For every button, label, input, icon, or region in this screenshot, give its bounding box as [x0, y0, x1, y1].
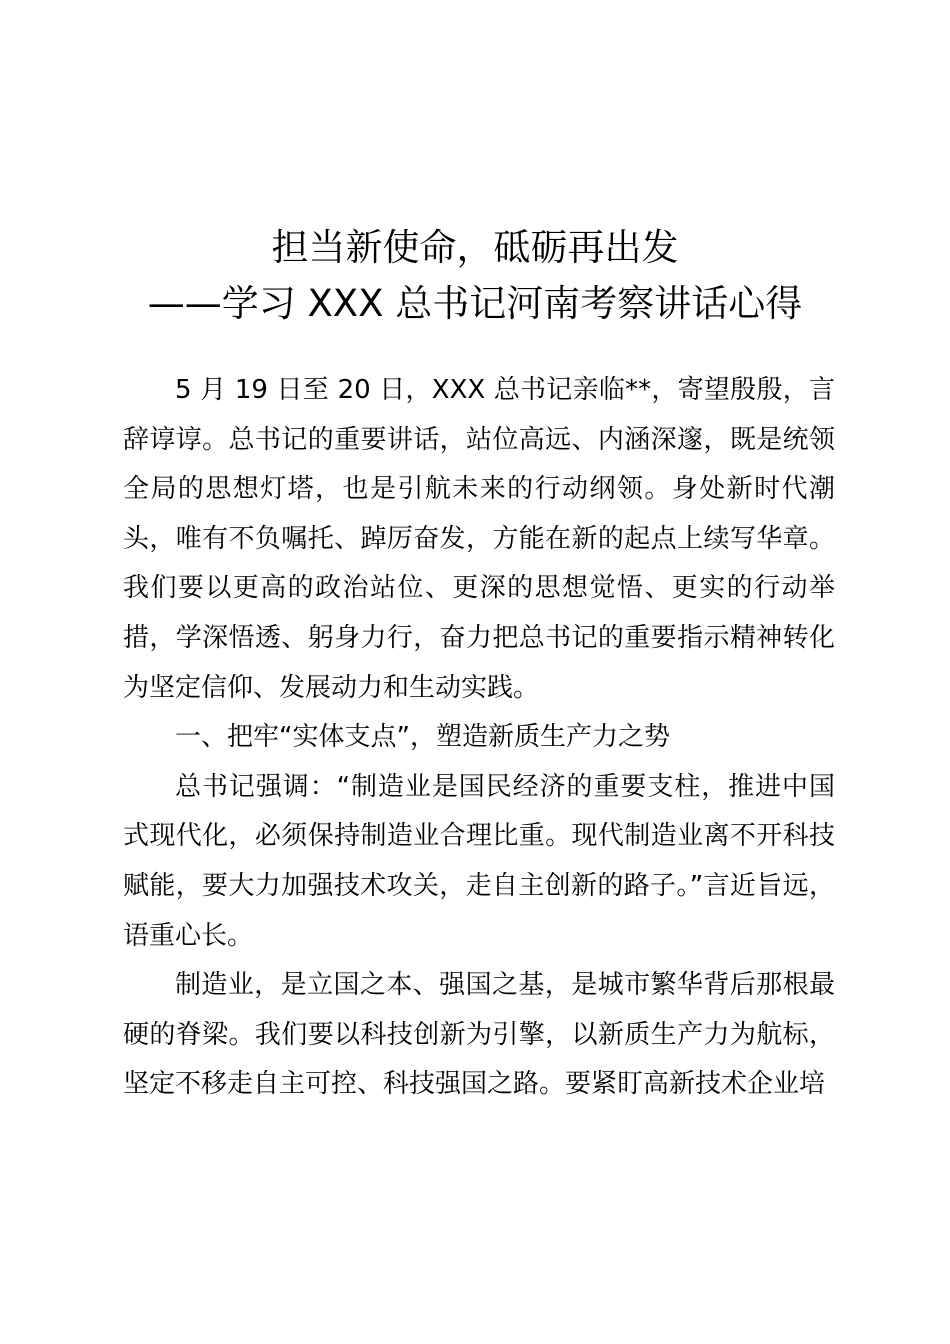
title-block	[0, 220, 950, 332]
paragraph-quote: 总书记强调：“制造业是国民经济的重要支柱，推进中国式现代化，必须保持制造业合理比重。现代制造业离不开科技赋能，要大力加强技术攻关，走自主创新的路子。”言近旨远，语重心长。	[123, 771, 835, 951]
paragraph-manufacturing: 制造业，是立国之本、强国之基，是城市繁华背后那根最硬的脊梁。我们要以科技创新为引擎，以新质生产力为航标，坚定不移走自主可控、科技强国之路。要紧盯高新技术企业培	[123, 970, 835, 1100]
document-body	[123, 366, 835, 1110]
section-heading: 一、把牢“实体支点”，塑造新质生产力之势	[175, 722, 670, 753]
document-title: 担当新使命，砥砺再出发	[271, 226, 679, 269]
paragraph-intro: 5 月 19 日至 20 日，XXX 总书记亲临**，寄望殷殷，言辞谆谆。总书记的重要讲话，站位高远、内涵深邃，既是统领全局的思想灯塔，也是引航未来的行动纲领。身处新时代潮头，唯有不负嘱托、踔厉奋发，方能在新的起点上续写华章。我们要以更高的政治站位、更深的思想觉悟、更实的行动举措，学深悟透、躬身力行，奋力把总书记的重要指示精神转化为坚定信仰、发展动力和生动实践。	[123, 375, 835, 703]
document-subtitle: ——学习 XXX 总书记河南考察讲话心得	[147, 282, 803, 325]
